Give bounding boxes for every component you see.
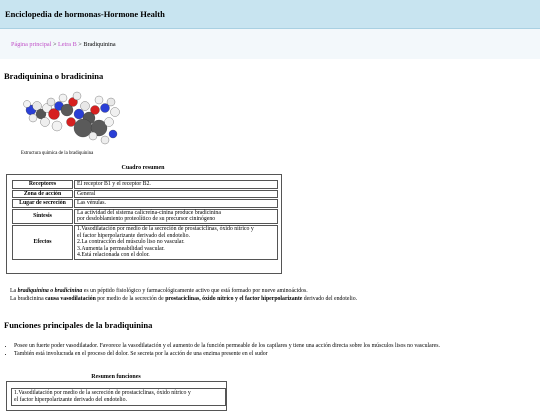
- functions-summary-cell: 1.Vasodilatación por medio de la secreción de prostaciclinas, óxido nítrico y el factor hiperpolarizante derivado del endotelio.: [11, 388, 226, 406]
- functions-summary-title: Resumen funciones: [91, 374, 141, 380]
- list-item: • También está involucrada en el proceso del dolor. Se secreta por la acción de una enzima presente en el sudor: [14, 350, 440, 358]
- summary-title: Cuadro resumen: [121, 165, 165, 171]
- row-value: General: [74, 190, 278, 199]
- table-row: [12, 190, 278, 199]
- row-key: Efectos: [12, 225, 73, 260]
- breadcrumb-separator: >: [76, 41, 84, 48]
- page-heading: Bradiquinina o bradicinina: [4, 71, 104, 81]
- site-title: Enciclopedia de hormonas-Hormone Health: [5, 9, 165, 19]
- functions-heading: Funciones principales de la bradiquinina: [4, 320, 153, 330]
- list-item: • Posee un fuerte poder vasodilatador. Favorece la vasodilatación y el aumento de la función permeable de los capilares y tiene una acción directa sobre los músculos lisos no vasculares.: [14, 342, 440, 350]
- row-key: Receptores: [12, 180, 73, 189]
- image-caption: Estructura química de la bradiquinina: [21, 151, 94, 156]
- table-row: [12, 225, 278, 260]
- summary-table: [11, 179, 279, 261]
- row-key: Lugar de secreción: [12, 199, 73, 208]
- breadcrumb-letter-link[interactable]: Letra B: [57, 41, 77, 48]
- molecule-structure-image: [21, 88, 123, 150]
- row-key: Síntesis: [12, 209, 73, 224]
- table-row: [12, 180, 278, 189]
- row-value: 1.Vasodilatación por medio de la secreción de prostaciclinas, óxido nítrico y el factor hiperpolarizante derivado del endotelio. 2.La contracción del músculo liso no vascular. 3.Aumenta la permeabilidad vascular. 4.Está relacionada con el dolor.: [74, 225, 278, 260]
- intro-paragraph: La bradiquinina o bradicinina es un péptido fisiológico y farmacológicamente activo que está formado por nueve aminoácidos. La bradicinina causa vasodilatación por medio de la secreción de prostaciclinas, óxido nítrico y el factor hiperpolarizante derivado del endotelio.: [10, 288, 358, 302]
- table-row: [12, 209, 278, 224]
- row-value: Las vénulas.: [74, 199, 278, 208]
- breadcrumb-current: Bradiquinina: [83, 41, 116, 48]
- row-key: Zona de acción: [12, 190, 73, 199]
- functions-summary-box: [6, 381, 227, 411]
- row-value: La actividad del sistema calicreína-cinina produce bradicinina por desdoblamiento proteolítico de su precursor cininógeno: [74, 209, 278, 224]
- breadcrumb-home-link[interactable]: Página principal: [11, 41, 52, 48]
- breadcrumb: [0, 29, 540, 59]
- row-value: El receptor B1 y el receptor B2.: [74, 180, 278, 189]
- table-row: [12, 199, 278, 208]
- functions-list: [0, 342, 440, 358]
- summary-box: [6, 174, 282, 274]
- page-header: [0, 0, 540, 29]
- breadcrumb-separator: >: [51, 41, 58, 48]
